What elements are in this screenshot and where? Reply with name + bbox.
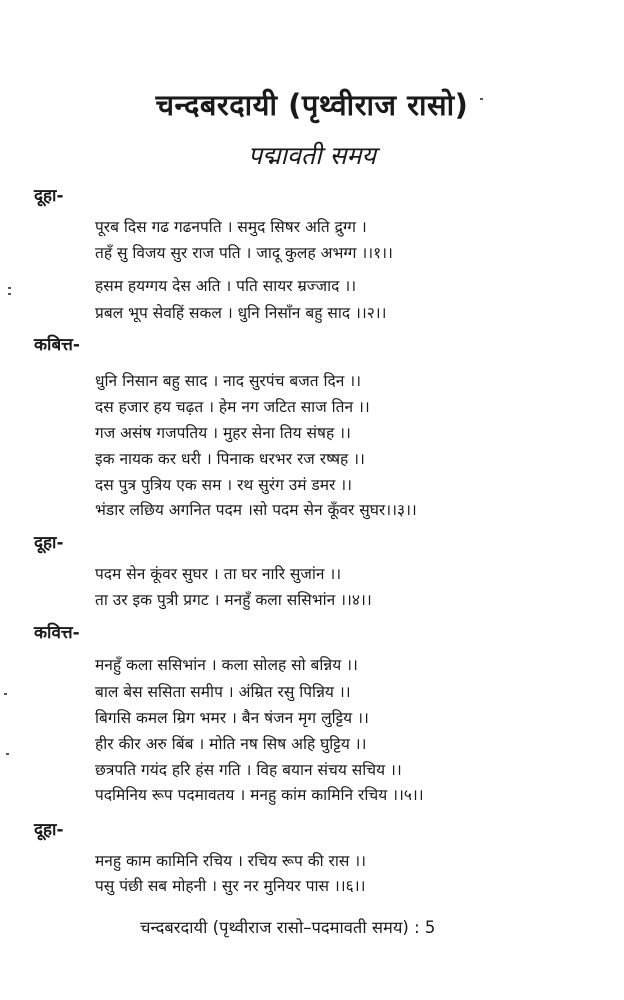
verse-line: मनहु काम कामिनि रचिय । रचिय रूप की रास ।। — [95, 852, 367, 870]
verse-line: धुनि निसान बहु साद । नाद सुरपंच बजत दिन ।। — [95, 372, 361, 390]
verse-line: पूरब दिस गढ गढनपति । समुद सिषर अति द्रुग्ग । — [95, 218, 367, 236]
verse-line: भंडार लछिय अगनित पदम ।सो पदम सेन कूँवर सुघर।।३।। — [95, 501, 417, 519]
verse-line: हीर कीर अरु बिंब । मोति नष सिष अहि घुट्टिय ।। — [95, 735, 367, 753]
page-title: चन्दबरदायी (पृथ्वीराज रासो) — [155, 88, 469, 122]
verse-line: पदम सेन कूंवर सुघर । ता घर नारि सुजांन ।। — [95, 565, 342, 583]
verse-line: प्रबल भूप सेवहिं सकल । धुनि निसाँन बहु साद ।।२।। — [95, 304, 387, 322]
verse-line: ता उर इक पुत्री प्रगट । मनहुँ कला ससिभांन ।।४।। — [95, 591, 372, 609]
verse-line: गज असंष गजपतिय । मुहर सेना तिय संषह ।। — [95, 424, 351, 442]
verse-line: तहँ सु विजय सुर राज पति । जादू कुलह अभग्ग ।।१।। — [95, 244, 393, 262]
verse-line: पसु पंछी सब मोहनी । सुर नर मुनियर पास ।।६।। — [95, 877, 366, 895]
print-speck — [8, 287, 11, 289]
verse-line: इक नायक कर धरी । पिनाक धरभर रज रष्षह ।। — [95, 450, 365, 468]
verse-line: बिगसि कमल म्रिग भमर । बैन षंजन मृग लुट्टिय ।। — [95, 709, 369, 727]
section-label-doha-2: दूहा- — [34, 533, 64, 553]
verse-line: बाल बेस ससिता समीप । अंम्रित रसु पिन्निय ।। — [95, 683, 351, 701]
verse-line: पदमिनिय रूप पदमावतय । मनहु कांम कामिनि रचिय ।।५।। — [95, 786, 424, 804]
section-label-kavitt-2: कवित्त- — [34, 623, 80, 643]
print-speck — [8, 293, 11, 295]
section-label-doha-1: दूहा- — [34, 186, 64, 206]
page-subtitle: पद्मावती समय — [248, 141, 376, 170]
verse-line: हसम हयग्गय देस अति । पति सायर म्रज्जाद ।। — [95, 277, 357, 295]
print-speck — [6, 753, 9, 755]
verse-line: दस हजार हय चढ़त । हेम नग जटित साज तिन ।। — [95, 398, 370, 416]
print-speck — [4, 693, 7, 695]
verse-line: दस पुत्र पुत्रिय एक सम । रथ सुरंग उमं डमर ।। — [95, 476, 353, 494]
section-label-kavitt-1: कबित्त- — [34, 335, 80, 355]
verse-line: छत्रपति गयंद हरि हंस गति । विह बयान संचय सचिय ।। — [95, 761, 402, 779]
running-footer: चन्दबरदायी (पृथ्वीराज रासो–पदमावती समय) : 5 — [140, 918, 436, 937]
section-label-doha-3: दूहा- — [34, 820, 64, 840]
print-speck — [480, 98, 483, 100]
verse-line: मनहुँ कला ससिभांन । कला सोलह सो बन्निय ।। — [95, 656, 358, 674]
